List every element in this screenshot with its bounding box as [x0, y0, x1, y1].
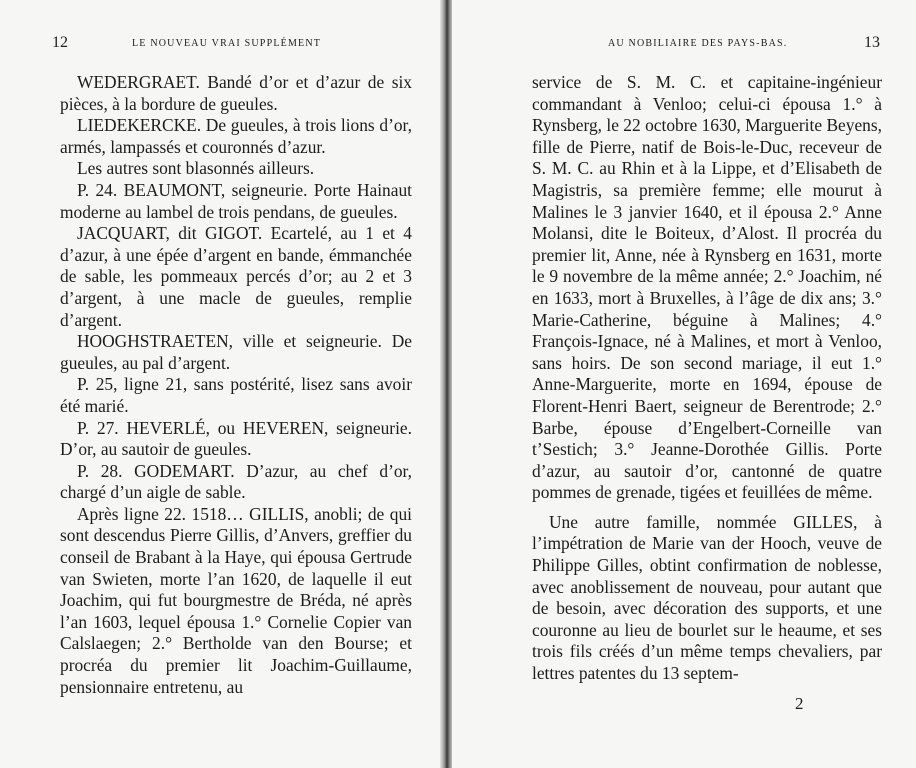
paragraph-gillis: Après ligne 22. 1518… GILLIS, anobli; de qui sont descendus Pierre Gillis, d’Anvers, greffier du conseil de Brabant à la Haye, qui épousa Gertrude van Swieten, morte l’an 1620, de laquelle il eut Joachim, qui fut bourgmestre de Bréda, né après l’an 1603, lequel épousa 1.° Cornelie Copier van Calslaegen; 2.° Bertholde van den Bourse; et procréa du premier lit Joachim-Guillaume, pensionnaire entretenu, au: [60, 503, 412, 697]
left-page-number: 12: [52, 34, 68, 51]
paragraph-gilles: Une autre famille, nommée GILLES, à l’impétration de Marie van der Hooch, veuve de Philippe Gilles, obtint confirmation de noblesse, avec anoblissement de nouveau, pour autant que de besoin, avec décoration des supports, et une couronne au lieu de bourlet sur le heaume, et ses trois fils créés d’un même temps chevaliers, par lettres patentes du 13 septem-: [532, 511, 882, 684]
paragraph-jacquart: JACQUART, dit GIGOT. Ecartelé, au 1 et 4 d’azur, à une épée d’argent en bande, émmanchée de sable, les pommeaux percés d’or; au 2 et 3 d’argent, à une macle de gueules, remplie d’argent.: [60, 223, 412, 330]
right-running-header: AU NOBILIAIRE DES PAYS-BAS.: [608, 38, 788, 49]
paragraph-liedekercke: LIEDEKERCKE. De gueules, à trois lions d’or, armés, lampassés et couronnés d’azur.: [60, 115, 412, 157]
paragraph-godemart: P. 28. GODEMART. D’azur, au chef d’or, chargé d’un aigle de sable.: [60, 460, 412, 503]
paragraph-wedergraet: WEDERGRAET. Bandé d’or et d’azur de six pièces, à la bordure de gueules.: [60, 72, 412, 114]
paragraph-heverle: P. 27. HEVERLÉ, ou HEVEREN, seigneurie. D’or, au sautoir de gueules.: [60, 417, 412, 460]
right-page: [452, 0, 916, 768]
left-page-text: [60, 72, 412, 698]
paragraph-p25: P. 25, ligne 21, sans postérité, lisez sans avoir été marié.: [60, 374, 412, 416]
left-running-header: LE NOUVEAU VRAI SUPPLÉMENT: [132, 38, 322, 49]
paragraph-hooghstraeten: HOOGHSTRAETEN, ville et seigneurie. De gueules, au pal d’argent.: [60, 331, 412, 373]
right-page-text: [532, 72, 882, 685]
signature-mark: 2: [795, 694, 804, 713]
right-page-number: 13: [864, 34, 880, 51]
left-page: [0, 0, 444, 768]
paragraph-autres: Les autres sont blasonnés ailleurs.: [77, 158, 315, 179]
paragraph-beaumont: P. 24. BEAUMONT, seigneurie. Porte Hainaut moderne au lambel de trois pendans, de gueules.: [60, 179, 412, 222]
paragraph-gillis-continued: service de S. M. C. et capitaine-ingénieur commandant à Venloo; celui-ci épousa 1.° à Rynsberg, le 22 octobre 1630, Marguerite Beyens, fille de Pierre, natif de Bois-le-Duc, receveur de S. M. C. au Rhin et à la Lippe, et d’Elisabeth de Magistris, sa première femme; elle mourut à Malines le 3 janvier 1640, et il épousa 2.° Anne Molansi, dite le Boiteux, d’Alost. Il procréa du premier lit, Anne, née à Rynsberg en 1631, morte le 9 novembre de la même année; 2.° Joachim, né en 1633, mort à Bruxelles, à l’âge de dix ans; 3.° Marie-Catherine, béguine à Malines; 4.° François-Ignace, né à Malines, et mort à Venloo, sans hoirs. De son second mariage, il eut 1.° Anne-Marguerite, morte en 1694, épouse de Florent-Henri Baert, seigneur de Berentrode; 2.° Barbe, épouse d’Engelbert-Corneille van t’Sestich; 3.° Jeanne-Dorothée Gillis. Porte d’azur, au sautoir d’or, cantonné de quatre pommes de grenade, tigées et feuillées de même.: [532, 72, 882, 503]
